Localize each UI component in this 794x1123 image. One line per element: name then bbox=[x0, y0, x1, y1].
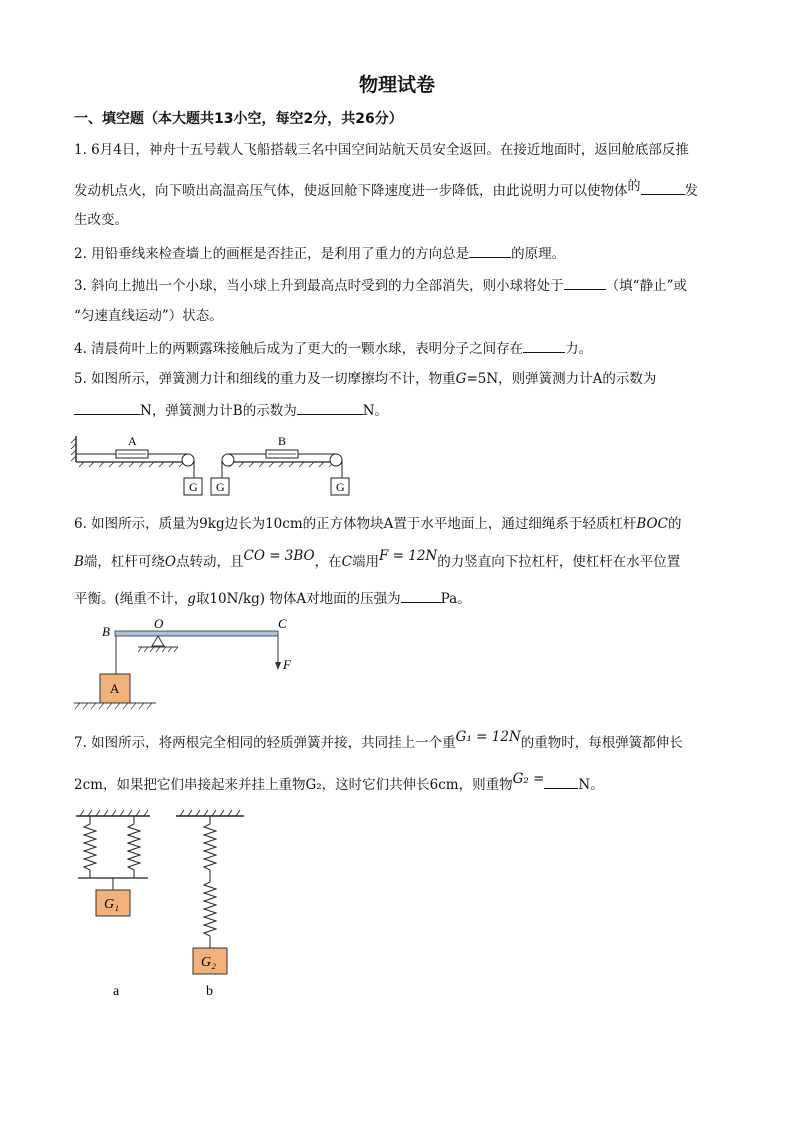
q7-blank[interactable] bbox=[544, 774, 578, 789]
section-heading: 一、填空题（本大题共13小空，每空2分，共26分） bbox=[74, 111, 403, 127]
q6-text-j: Pa。 bbox=[440, 591, 471, 607]
q6-text-f: 端用 bbox=[351, 554, 379, 570]
q7-eq1: G₁ = 12N bbox=[455, 729, 521, 745]
page-title: 物理试卷 bbox=[358, 74, 435, 96]
q6-text-c: 端，杠杆可绕 bbox=[83, 554, 165, 570]
q6-label-b: B bbox=[102, 624, 110, 639]
q6-eq1: CO = 3BO bbox=[243, 548, 315, 564]
q4-blank[interactable] bbox=[523, 338, 565, 353]
q1-line3: 生改变。 bbox=[74, 212, 128, 228]
q6-label-f: F bbox=[283, 657, 291, 672]
q6-line1 bbox=[74, 514, 681, 534]
q6-boc: BOC bbox=[636, 516, 668, 532]
q1-line2 bbox=[74, 180, 698, 202]
q6-label-o: O bbox=[154, 616, 164, 631]
q7-eq2: G₂ = bbox=[512, 771, 545, 787]
q5-G: G bbox=[455, 371, 467, 387]
q6-text-d: 点转动，且 bbox=[176, 554, 244, 570]
q5-weight-2: G bbox=[216, 480, 225, 494]
q7-line2 bbox=[74, 771, 604, 795]
q6-text-b: 的 bbox=[667, 516, 682, 532]
q2-line bbox=[74, 243, 565, 264]
q5-weight-1: G bbox=[189, 480, 198, 494]
q4-text: 4. 清晨荷叶上的两颗露珠接触后成为了更大的一颗水球，表明分子之间存在 bbox=[74, 341, 524, 357]
q6-g: g bbox=[187, 591, 196, 607]
q6-text-a: 6. 如图所示，质量为9kg边长为10cm的正方体物块A置于水平地面上，通过细绳系于轻质杠杆 bbox=[74, 516, 637, 532]
q7-text-a: 7. 如图所示，将两根完全相同的轻质弹簧并接，共同挂上一个重 bbox=[74, 735, 456, 751]
q5-figure bbox=[70, 428, 360, 500]
q6-label-c: C bbox=[278, 616, 287, 631]
q6-label-a: A bbox=[110, 681, 120, 696]
q6-line3 bbox=[74, 588, 471, 609]
q6-text-h: 平衡。(绳重不计， bbox=[74, 591, 188, 607]
q5-text-c: N，弹簧测力计B的示数为 bbox=[140, 403, 297, 419]
q7-label-g2: G₂ bbox=[201, 955, 216, 970]
q3-line2: “匀速直线运动”）状态。 bbox=[74, 308, 223, 324]
q3-blank[interactable] bbox=[564, 275, 606, 290]
q5-weight-3: G bbox=[336, 480, 345, 494]
q1-fa: 发 bbox=[684, 183, 699, 199]
q1-line2-text: 发动机点火，向下喷出高温高压气体，使返回舱下降速度进一步降低，由此说明力可以使物体 bbox=[74, 183, 628, 199]
q5-line2 bbox=[74, 400, 388, 421]
q6-C: C bbox=[341, 554, 352, 570]
q7-text-c: 2cm，如果把它们串接起来并挂上重物G₂，这时它们共伸长6cm，则重物 bbox=[74, 777, 513, 793]
q5-blank-a[interactable] bbox=[74, 400, 140, 415]
q7-figure bbox=[72, 808, 252, 1003]
q5-line1 bbox=[74, 369, 656, 389]
q5-label-a: A bbox=[128, 434, 137, 448]
q6-B: B bbox=[74, 554, 84, 570]
q2-text-end: 的原理。 bbox=[511, 246, 566, 262]
q1-de: 的 bbox=[627, 179, 641, 194]
q2-blank[interactable] bbox=[469, 243, 511, 258]
q1-line1: 1. 6月4日，神舟十五号载人飞船搭载三名中国空间站航天员安全返回。在接近地面时，返回舱底部反推 bbox=[74, 142, 689, 158]
q5-text-d: N。 bbox=[362, 403, 389, 419]
lever-beam bbox=[115, 631, 278, 636]
q6-line2 bbox=[74, 548, 681, 572]
q7-text-b: 的重物时，每根弹簧都伸长 bbox=[520, 735, 683, 751]
q4-text-end: 力。 bbox=[565, 341, 593, 357]
q7-label-g1: G₁ bbox=[104, 897, 119, 912]
q5-text: 5. 如图所示，弹簧测力计和细线的重力及一切摩擦均不计，物重 bbox=[74, 371, 456, 387]
q6-figure bbox=[72, 614, 312, 714]
q3-line1 bbox=[74, 275, 687, 296]
q4-line bbox=[74, 338, 592, 359]
q6-O: O bbox=[164, 554, 176, 570]
q7-text-d: N。 bbox=[578, 777, 604, 793]
q5-text-b: =5N，则弹簧测力计A的示数为 bbox=[466, 371, 657, 387]
q3-text-end: （填“静止”或 bbox=[605, 278, 687, 294]
q7-label-b: b bbox=[206, 984, 213, 999]
q6-text-e: ，在 bbox=[314, 554, 342, 570]
q6-eq2: F = 12N bbox=[378, 548, 438, 564]
q1-blank[interactable] bbox=[641, 180, 685, 195]
q6-blank[interactable] bbox=[401, 588, 441, 603]
q3-text: 3. 斜向上抛出一个小球，当小球上升到最高点时受到的力全部消失，则小球将处于 bbox=[74, 278, 564, 294]
q2-text: 2. 用铅垂线来检查墙上的画框是否挂正，是利用了重力的方向总是 bbox=[74, 246, 470, 262]
q7-label-a: a bbox=[113, 984, 120, 999]
q5-label-b: B bbox=[278, 434, 287, 448]
q7-line1 bbox=[74, 729, 683, 753]
q6-text-g: 的力竖直向下拉杠杆，使杠杆在水平位置 bbox=[437, 554, 681, 570]
q5-blank-b[interactable] bbox=[297, 400, 363, 415]
q6-text-i: 取10N/kg) 物体A对地面的压强为 bbox=[195, 591, 401, 607]
